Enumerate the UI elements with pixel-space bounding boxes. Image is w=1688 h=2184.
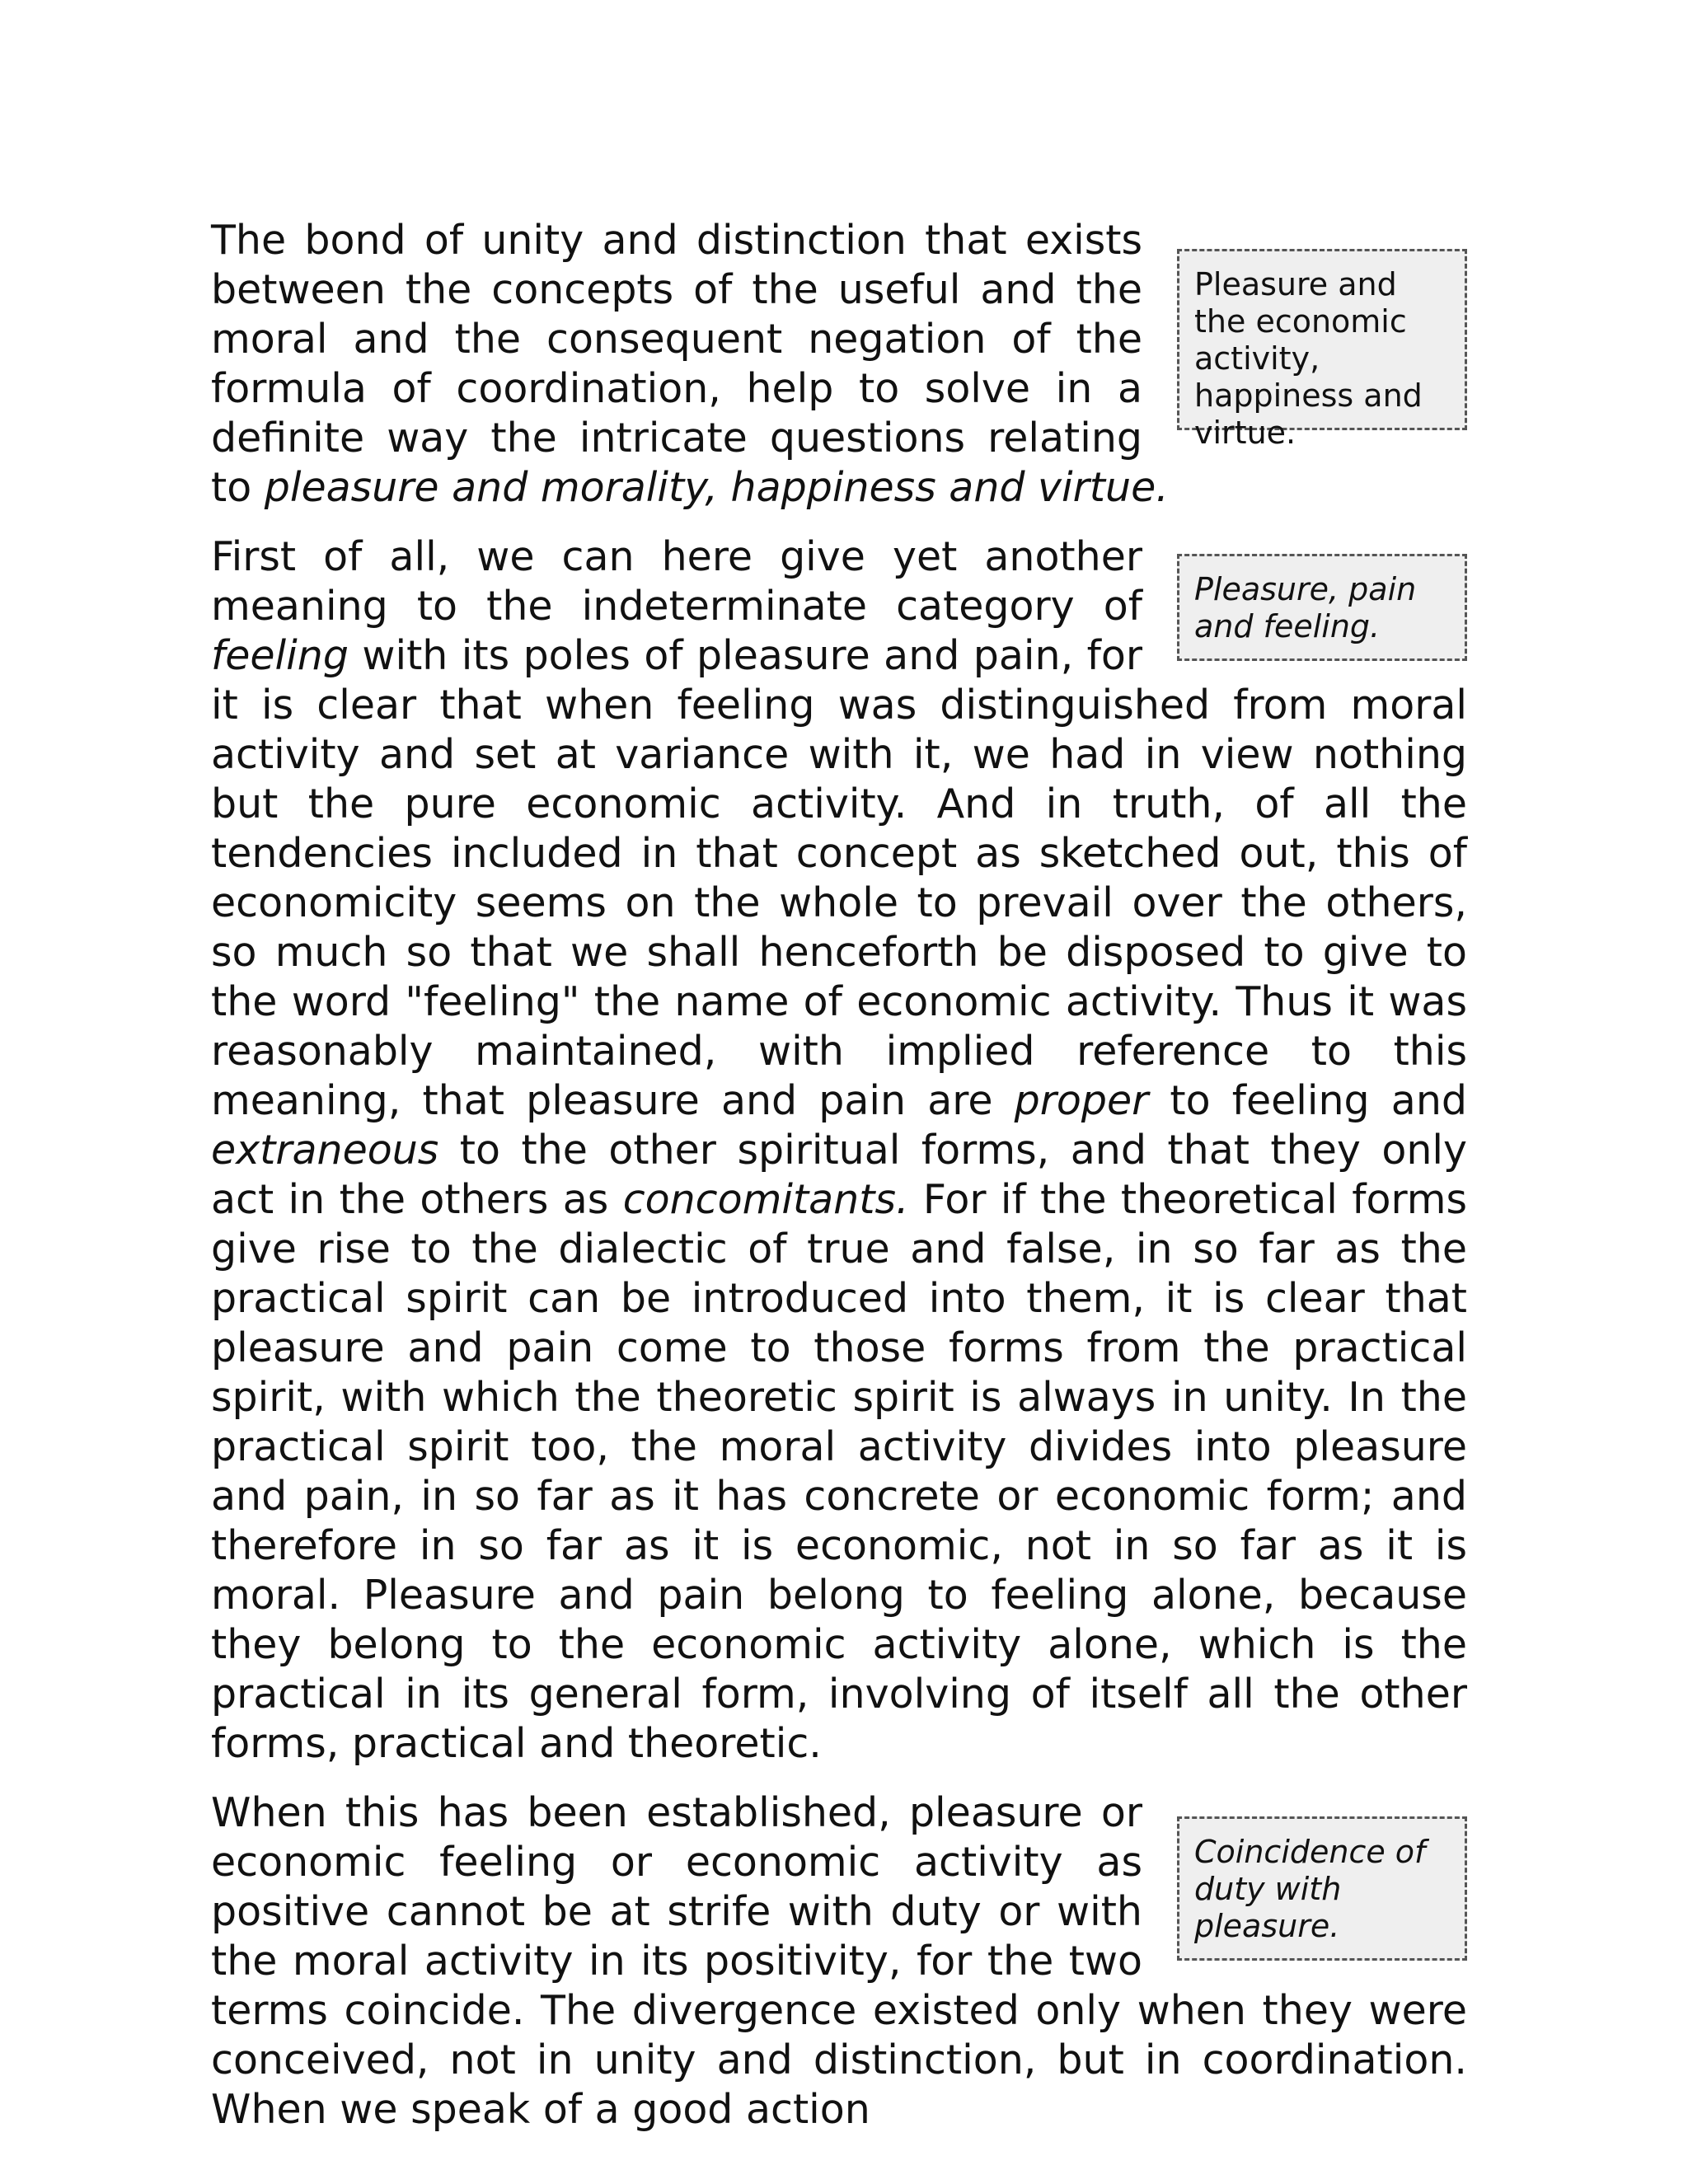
sidenote-text: Coincidence of duty with pleasure. bbox=[1194, 1834, 1426, 1944]
paragraph-text: The bond of unity and distinction that exists between the concepts of the useful and the moral and the consequent negation of the formula of coordination, help to solve in a definite way the intricate questions relating to bbox=[211, 217, 1142, 511]
paragraph-text: First of all, we can here give yet another meaning to the indeterminate category of bbox=[211, 533, 1142, 630]
emphasis-text: extraneous bbox=[211, 1127, 439, 1174]
emphasis-text: feeling bbox=[211, 632, 349, 679]
paragraph-text: to feeling and bbox=[1148, 1077, 1467, 1124]
emphasis-text: pleasure and morality, happiness and virtue. bbox=[264, 464, 1169, 511]
body-text bbox=[211, 216, 1467, 2154]
sidenote-text: Pleasure, pain and feeling. bbox=[1194, 571, 1417, 644]
sidenote-pleasure-economic bbox=[1177, 249, 1467, 451]
paragraph-text: When this has been established, pleasure or economic feeling or economic activity as positive cannot be at strife with duty or with the moral activity in its positivity, for the two terms coincide. The divergence existed only when they were conceived, not in unity and distinction, but in coordination. When we speak of a good action bbox=[211, 1789, 1467, 2133]
emphasis-text: concomitants. bbox=[622, 1176, 909, 1223]
sidenote-text: Pleasure and the economic activity, happiness and virtue. bbox=[1194, 266, 1423, 451]
paragraph-2 bbox=[211, 532, 1467, 1769]
emphasis-text: proper bbox=[1014, 1077, 1149, 1124]
sidenote-duty-pleasure bbox=[1177, 1816, 1467, 1961]
paragraph-text: with its poles of pleasure and pain, for it is clear that when feeling was distinguished from moral activity and set at variance with it, we had in view nothing but the pure economic activity. And in truth, of all the tendencies included in that concept as sketched out, this of economicity seems on the whole to prevail over the others, so much so that we shall henceforth be disposed to give to the word "feeling" the name of economic activity. Thus it was reasonably maintained, with implied reference to this meaning, that pleasure and pain are bbox=[211, 632, 1467, 1124]
paragraph-text: to the other spiritual forms, and that they only act in the others as bbox=[211, 1127, 1467, 1223]
paragraph-text: For if the theoretical forms give rise to the dialectic of true and false, in so far as the practical spirit can be introduced into them, it is clear that pleasure and pain come to those forms from the practical spirit, with which the theoretic spirit is always in unity. In the practical spirit too, the moral activity divides into pleasure and pain, in so far as it has concrete or economic form; and therefore in so far as it is economic, not in so far as it is moral. Pleasure and pain belong to feeling alone, because they belong to the economic activity alone, which is the practical in its general form, involving of itself all the other forms, practical and theoretic. bbox=[211, 1176, 1468, 1767]
sidenote-pleasure-pain bbox=[1177, 554, 1467, 661]
